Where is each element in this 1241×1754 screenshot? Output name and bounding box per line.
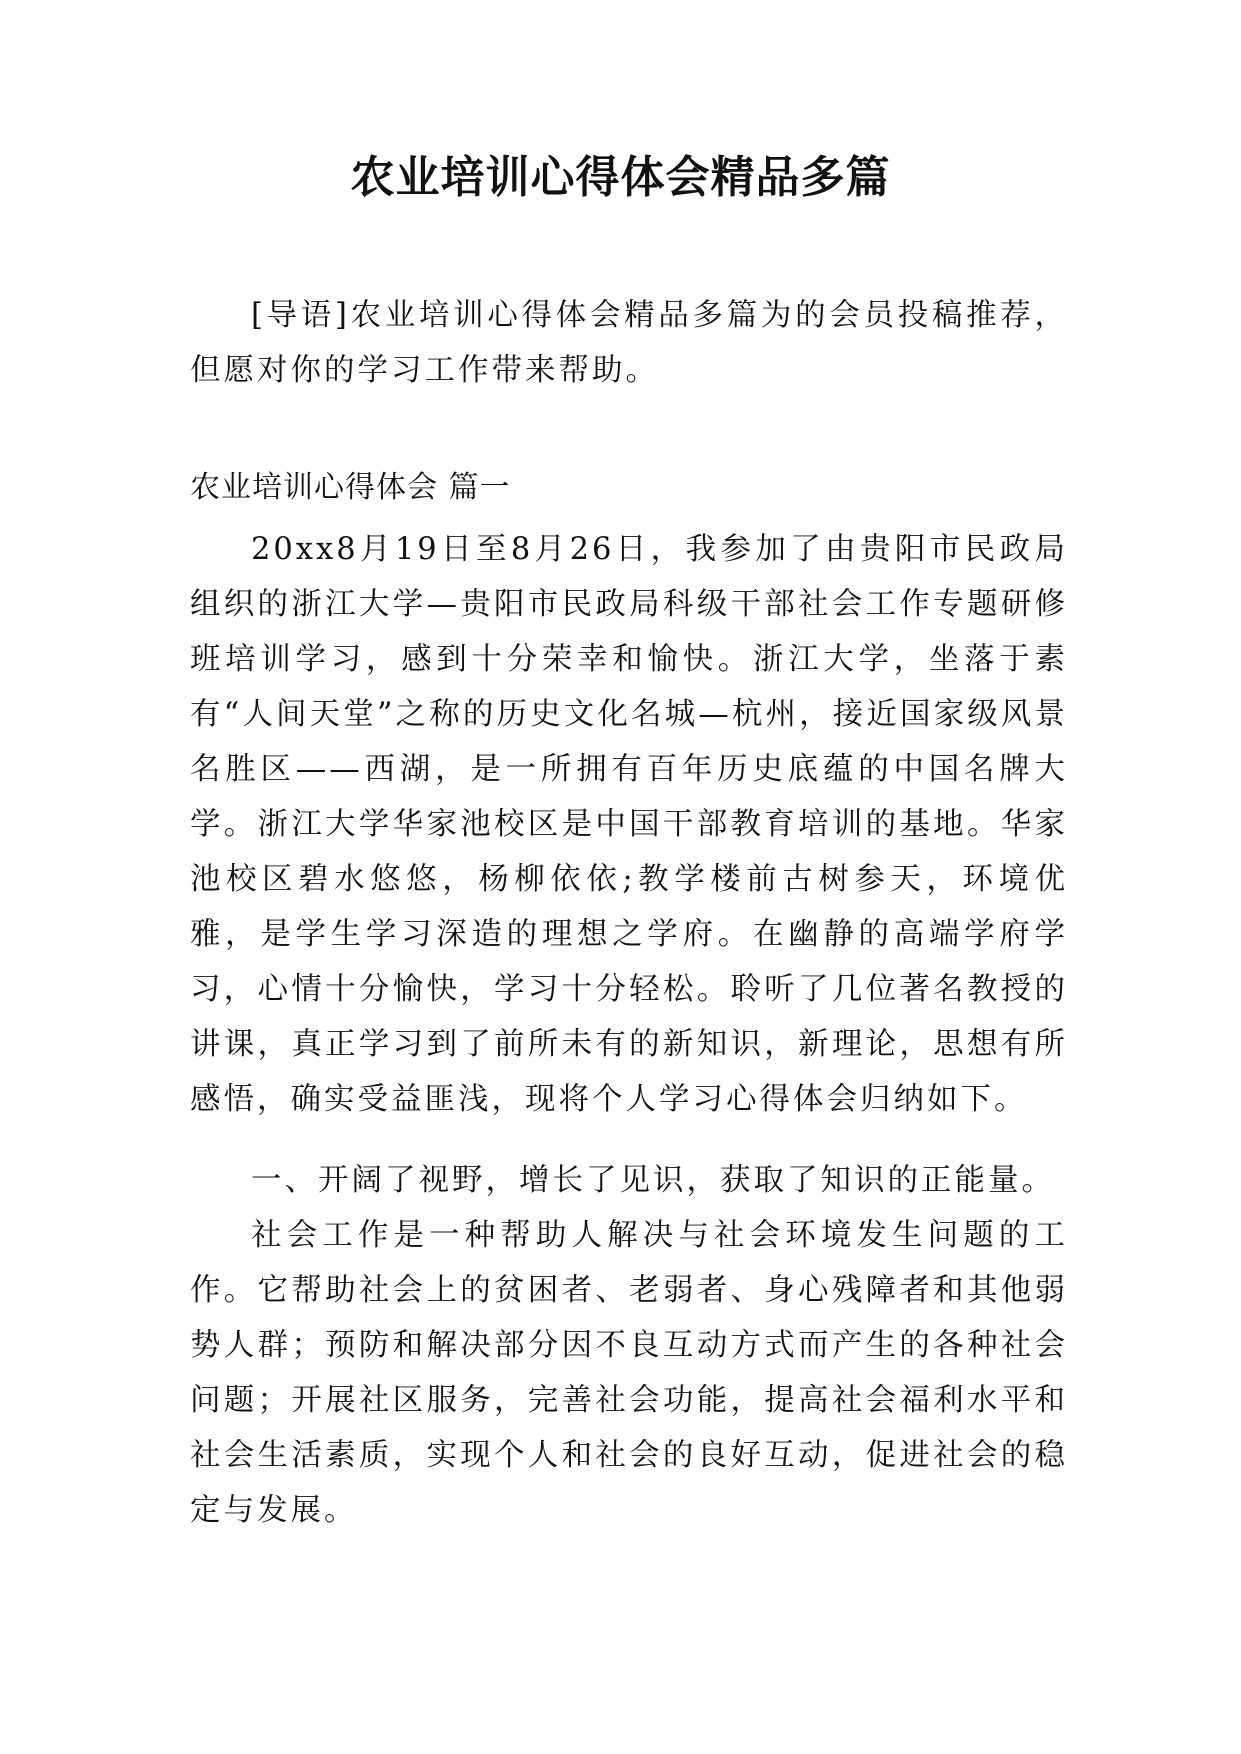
body-paragraph-2: 一、开阔了视野，增长了见识，获取了知识的正能量。 [251,1163,1055,1198]
section-heading: 农业培训心得体会 篇一 [190,470,511,505]
intro-paragraph: [导语]农业培训心得体会精品多篇为的会员投稿推荐，但愿对你的学习工作带来帮助。 [190,298,1068,388]
body-paragraph-3: 社会工作是一种帮助人解决与社会环境发生问题的工作。它帮助社会上的贫困者、老弱者、身心残障者和其他弱势人群；预防和解决部分因不良互动方式而产生的各种社会问题；开展社区服务，完善社会功能，提高社会福利水平和社会生活素质，实现个人和社会的良好互动，促进社会的稳定与发展。 [190,1218,1068,1528]
body-paragraph-1: 20xx8月19日至8月26日，我参加了由贵阳市民政局组织的浙江大学—贵阳市民政局科级干部社会工作专题研修班培训学习，感到十分荣幸和愉快。浙江大学，坐落于素有“人间天堂”之称的历史文化名城—杭州，接近国家级风景名胜区——西湖，是一所拥有百年历史底蕴的中国名牌大学。浙江大学华家池校区是中国干部教育培训的基地。华家池校区碧水悠悠，杨柳依依;教学楼前古树参天，环境优雅，是学生学习深造的理想之学府。在幽静的高端学府学习，心情十分愉快，学习十分轻松。聆听了几位著名教授的讲课，真正学习到了前所未有的新知识，新理论，思想有所感悟，确实受益匪浅，现将个人学习心得体会归纳如下。 [190,532,1068,1117]
document-title: 农业培训心得体会精品多篇 [350,152,891,203]
